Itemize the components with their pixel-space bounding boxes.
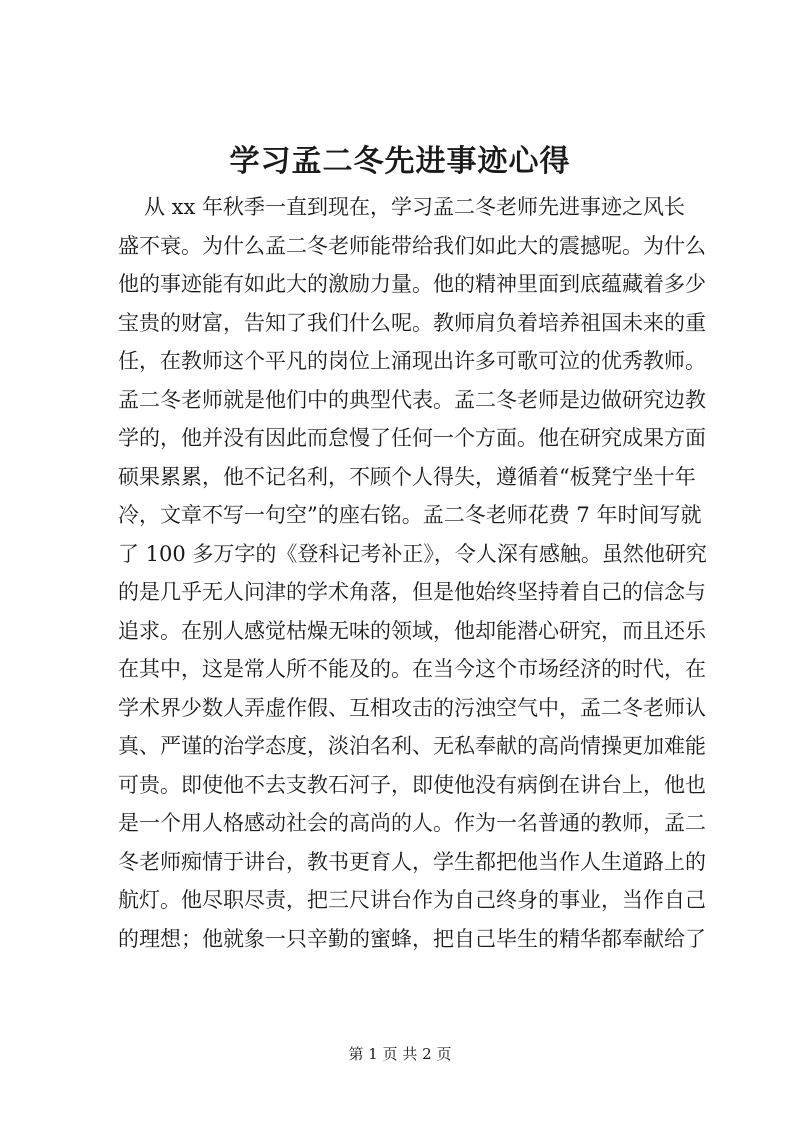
body-line: 学的，他并没有因此而怠慢了任何一个方面。他在研究成果方面	[118, 426, 706, 450]
body-line: 盛不衰。为什么孟二冬老师能带给我们如此大的震撼呢。为什么	[118, 233, 706, 258]
body-line: 任，在教师这个平凡的岗位上涌现出许多可歌可泣的优秀教师。	[118, 349, 706, 373]
body-line: 航灯。他尽职尽责，把三尺讲台作为自己终身的事业，当作自己	[118, 888, 706, 912]
body-line: 在其中，这是常人所不能及的。在当今这个市场经济的时代，在	[118, 657, 706, 681]
body-line: 从 xx 年秋季一直到现在，学习孟二冬老师先进事迹之风长	[144, 195, 686, 219]
body-line: 他的事迹能有如此大的激励力量。他的精神里面到底蕴藏着多少	[118, 272, 706, 296]
body-line: 宝贵的财富，告知了我们什么呢。教师肩负着培养祖国未来的重	[118, 310, 706, 335]
body-text	[118, 188, 718, 958]
body-line: 是一个用人格感动社会的高尚的人。作为一名普通的教师，孟二	[118, 811, 706, 835]
body-line: 真、严谨的治学态度，淡泊名利、无私奉献的高尚情操更加难能	[118, 734, 706, 758]
body-line: 追求。在别人感觉枯燥无味的领域，他却能潜心研究，而且还乐	[118, 618, 706, 643]
body-line: 冷，文章不写一句空”的座右铭。孟二冬老师花费 7 年时间写就	[118, 503, 702, 527]
body-line: 孟二冬老师就是他们中的典型代表。孟二冬老师是边做研究边教	[118, 387, 706, 412]
body-line: 可贵。即使他不去支教石河子，即使他没有病倒在讲台上，他也	[118, 772, 706, 797]
page-footer: 第 1 页 共 2 页	[348, 1045, 452, 1063]
body-line: 学术界少数人弄虚作假、互相攻击的污浊空气中，孟二冬老师认	[118, 695, 706, 720]
body-line: 的理想；他就象一只辛勤的蜜蜂，把自己毕生的精华都奉献给了	[118, 926, 706, 951]
body-line: 冬老师痴情于讲台，教书更育人，学生都把他当作人生道路上的	[118, 849, 706, 874]
page-title: 学习孟二冬先进事迹心得	[229, 144, 571, 179]
body-line: 了 100 多万字的《登科记考补正》，令人深有感触。虽然他研究	[118, 541, 707, 566]
body-line: 硕果累累，他不记名利，不顾个人得失，遵循着“板凳宁坐十年	[118, 464, 696, 489]
body-line: 的是几乎无人问津的学术角落，但是他始终坚持着自己的信念与	[118, 580, 706, 604]
